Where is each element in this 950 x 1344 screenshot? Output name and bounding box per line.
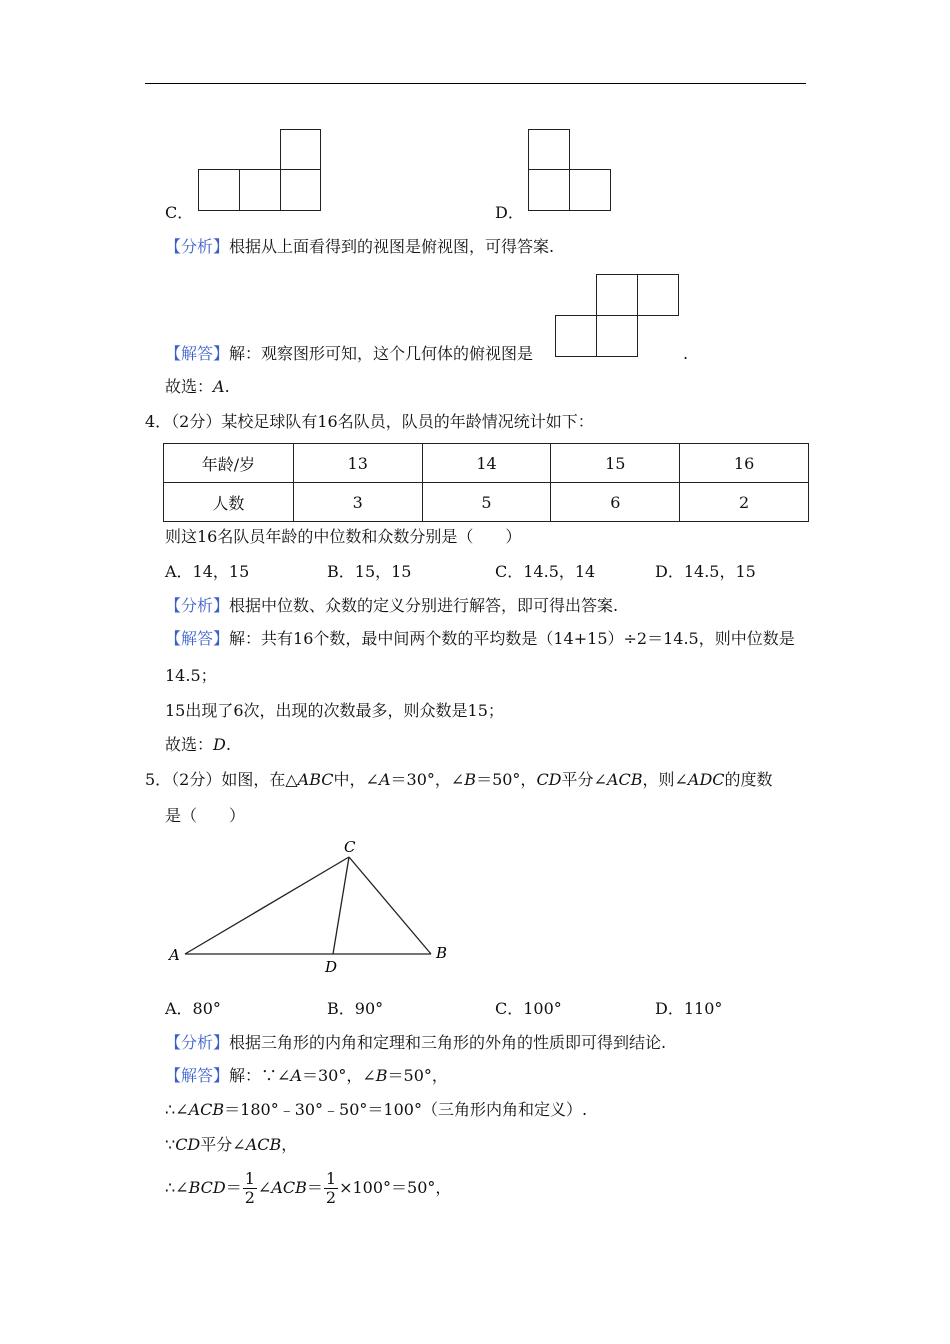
sol-text: ＝180°﹣30°﹣50°＝100°（三角形内角和定义）.	[224, 1100, 588, 1119]
sol-text: ＝	[225, 1178, 242, 1197]
analysis-tag: 【分析】	[165, 596, 230, 615]
stem-var: ACB	[606, 770, 643, 789]
fraction-denominator: 2	[325, 1188, 337, 1207]
grid-cell	[596, 274, 638, 316]
stem-text: 中，∠	[333, 770, 379, 789]
choose-value: D	[213, 735, 226, 754]
grid-cell	[637, 274, 679, 316]
q5-stem-line2: 是（ ）	[165, 806, 246, 825]
sol-text: ∴∠	[165, 1100, 189, 1119]
label-a: A	[169, 946, 180, 964]
q4-option-b: B．15，15	[327, 562, 412, 581]
header-rule	[145, 83, 806, 84]
analysis-text: 根据从上面看得到的视图是俯视图，可得答案.	[229, 237, 555, 256]
option-d-label: D．	[495, 203, 524, 222]
sol-text: ∵	[165, 1135, 176, 1154]
stem-text: ＝30°，∠	[390, 770, 465, 789]
analysis-text: 根据三角形的内角和定理和三角形的外角的性质即可得到结论.	[229, 1033, 667, 1052]
sol-var: CD	[175, 1135, 201, 1154]
triangle-figure	[160, 835, 460, 975]
sol-var: BCD	[188, 1178, 226, 1197]
sol-text: ×100°＝50°，	[339, 1178, 452, 1197]
label-d: D	[325, 958, 338, 975]
segment-cd	[333, 857, 349, 954]
fraction-denominator: 2	[244, 1188, 255, 1207]
choose-end: .	[224, 377, 230, 396]
q4-option-c: C．14.5，14	[495, 562, 596, 581]
grid-cell	[596, 315, 638, 357]
sol-text: 解：∵∠	[229, 1066, 291, 1085]
table-cell: 16	[680, 444, 809, 483]
stem-text: 的度数	[724, 770, 773, 789]
answer-tag: 【解答】	[165, 1066, 230, 1085]
table-row	[164, 483, 809, 522]
stem-var: CD	[536, 770, 562, 789]
table-cell: 15	[551, 444, 680, 483]
q4-choose	[165, 735, 231, 755]
q4-option-a: A．14，15	[165, 562, 250, 581]
q4-question: 则这16名队员年龄的中位数和众数分别是（ ）	[165, 527, 522, 546]
grid-cell	[198, 169, 240, 211]
q5-option-d: D．110°	[655, 999, 723, 1018]
stem-var: A	[378, 770, 391, 789]
sol-var: B	[375, 1066, 388, 1085]
q4-answer-line2: 14.5；	[165, 666, 217, 685]
q5-analysis	[165, 1033, 666, 1053]
answer-tag: 【解答】	[165, 344, 230, 363]
fraction	[243, 1170, 257, 1207]
answer-text: 解：观察图形可知，这个几何体的俯视图是	[229, 344, 534, 363]
grid-cell	[569, 169, 611, 211]
table-cell: 3	[293, 483, 422, 522]
sol-text: ∠	[257, 1178, 272, 1197]
side-bc	[349, 857, 431, 954]
stem-var: B	[464, 770, 477, 789]
label-b: B	[436, 944, 448, 962]
stem-var: ABC	[297, 770, 334, 789]
sol-text: ∴∠	[165, 1178, 189, 1197]
grid-cell	[239, 169, 281, 211]
sol-text: ＝50°，	[387, 1066, 448, 1085]
table-cell: 5	[422, 483, 551, 522]
analysis-tag: 【分析】	[165, 237, 230, 256]
table-row	[164, 444, 809, 483]
fraction	[324, 1170, 338, 1207]
stem-text: 平分∠	[561, 770, 607, 789]
q3-analysis	[165, 237, 554, 257]
table-cell: 13	[293, 444, 422, 483]
q3-choose	[165, 377, 230, 397]
answer-end: .	[683, 344, 689, 363]
sol-text: 平分∠	[200, 1135, 246, 1154]
option-c-label: C．	[165, 203, 194, 222]
choose-end: .	[225, 735, 231, 754]
q5-solution-line2	[165, 1100, 587, 1120]
analysis-text: 根据中位数、众数的定义分别进行解答，即可得出答案.	[229, 596, 619, 615]
grid-cell	[555, 315, 597, 357]
answer-text: 解：共有16个数，最中间两个数的平均数是（14+15）÷2＝14.5，则中位数是	[229, 629, 795, 648]
sol-var: ACB	[188, 1100, 225, 1119]
stem-text: ＝50°，	[476, 770, 537, 789]
q4-answer-line3: 15出现了6次，出现的次数最多，则众数是15；	[165, 701, 504, 720]
label-c: C	[344, 838, 356, 856]
q4-analysis	[165, 596, 618, 616]
choose-value: A	[213, 377, 225, 396]
table-cell: 2	[680, 483, 809, 522]
grid-cell	[280, 129, 321, 170]
q5-solution-line1	[165, 1066, 448, 1086]
q5-option-c: C．100°	[495, 999, 562, 1018]
q4-stem: 4．（2分）某校足球队有16名队员，队员的年龄情况统计如下：	[145, 412, 594, 431]
table-header-count: 人数	[164, 483, 294, 522]
grid-cell	[528, 129, 570, 170]
stem-var: ADC	[687, 770, 725, 789]
fraction-numerator: 1	[325, 1169, 337, 1188]
grid-cell	[280, 169, 321, 211]
q5-solution-line4	[165, 1170, 451, 1207]
q5-option-b: B．90°	[327, 999, 384, 1018]
choose-prefix: 故选：	[165, 735, 214, 754]
q3-answer	[165, 344, 533, 364]
q4-option-d: D．14.5，15	[655, 562, 756, 581]
side-ac	[185, 857, 349, 954]
q4-answer-line1	[165, 629, 795, 649]
q5-stem	[145, 770, 773, 790]
table-cell: 14	[422, 444, 551, 483]
age-table	[163, 443, 809, 522]
analysis-tag: 【分析】	[165, 1033, 230, 1052]
sol-var: ACB	[271, 1178, 307, 1197]
q5-solution-line3	[165, 1135, 297, 1155]
choose-prefix: 故选：	[165, 377, 214, 396]
sol-text: ，	[281, 1135, 298, 1154]
stem-text: ，则∠	[642, 770, 688, 789]
sol-text: ＝30°，∠	[302, 1066, 376, 1085]
sol-var: ACB	[245, 1135, 282, 1154]
sol-text: ＝	[306, 1178, 323, 1197]
q5-option-a: A．80°	[165, 999, 221, 1018]
fraction-numerator: 1	[244, 1169, 255, 1188]
table-cell: 6	[551, 483, 680, 522]
answer-tag: 【解答】	[165, 629, 230, 648]
grid-cell	[528, 169, 570, 211]
table-header-age: 年龄/岁	[164, 444, 294, 483]
stem-text: 5．（2分）如图，在△	[145, 770, 298, 789]
sol-var: A	[290, 1066, 302, 1085]
